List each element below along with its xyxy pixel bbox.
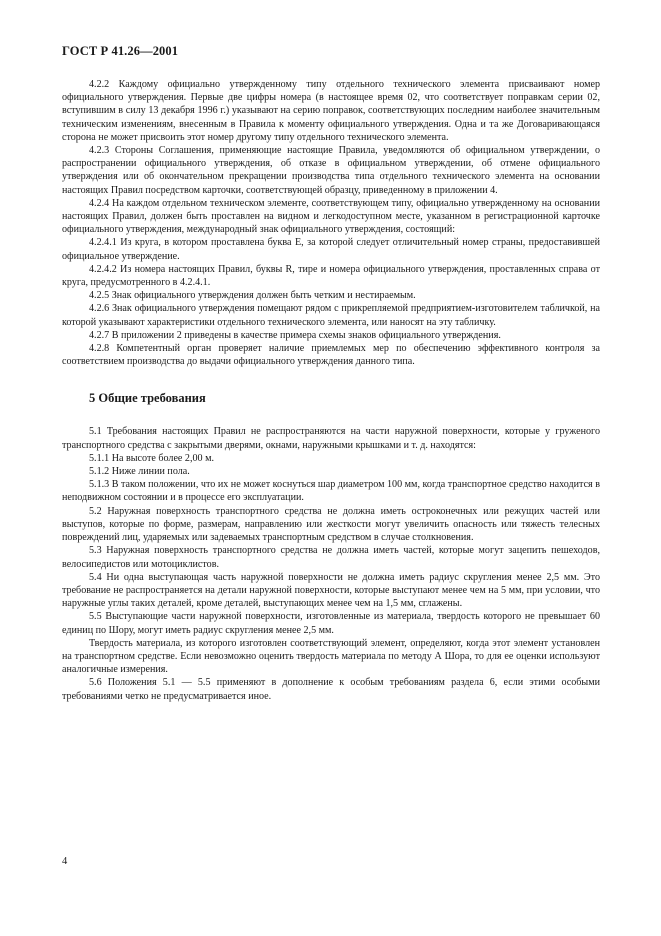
paragraph-5-1-3: 5.1.3 В таком положении, что их не может коснуться шар диаметром 100 мм, когда транспортное средство находится в неподвижном состоянии и в процессе его эксплуатации. [62, 479, 600, 504]
document-body [62, 78, 600, 703]
section-title: 5 Общие требования [89, 391, 206, 406]
paragraph-5-5: 5.5 Выступающие части наружной поверхности, изготовленные из материала, твердость которого не превышает 60 единиц по Шору, могут иметь радиус скругления менее 2,5 мм. [62, 611, 600, 636]
document-header: ГОСТ Р 41.26—2001 [62, 44, 179, 58]
paragraph-5-4: 5.4 Ни одна выступающая часть наружной поверхности не должна иметь радиус скругления менее 2,5 мм. Это требование не распространяется на детали наружной поверхности, которые выступают менее чем на 5 мм, при условии, что наружные углы таких деталей, кроме деталей, выступающих менее чем на 1,5 мм, сглажены. [62, 571, 600, 610]
paragraph-4-2-3: 4.2.3 Стороны Соглашения, применяющие настоящие Правила, уведомляются об официальном утверждении, о распространении официального утверждения, об отказе в официальном утверждении, об отмене официального утверждения или об окончательном прекращении производства типа отдельного технического элемента на основании настоящих Правил посредством карточки, соответствующей образцу, приведенному в приложении 4. [62, 145, 600, 196]
paragraph-5-5-hardness: Твердость материала, из которого изготовлен соответствующий элемент, определяют, когда этот элемент установлен на транспортном средстве. Если невозможно оценить твердость материала по методу А Шора, то для ее оценки используют аналогичные измерения. [62, 637, 600, 676]
paragraph-4-2-2: 4.2.2 Каждому официально утвержденному типу отдельного технического элемента присваивают номер официального утверждения. Первые две цифры номера (в настоящее время 02, что соответствует поправкам серии 02, вступившим в силу 13 декабря 1996 г.) указывают на серию поправок, соответствующих последним наиболее значительным техническим изменениям, внесенным в Правила к моменту официального утверждения. Одна и та же Договаривающаяся сторона не может присвоить этот номер другому типу отдельного технического элемента. [62, 79, 600, 143]
paragraph-4-2-7: 4.2.7 В приложении 2 приведены в качестве примера схемы знаков официального утверждения. [89, 329, 501, 341]
paragraph-4-2-4-1: 4.2.4.1 Из круга, в котором проставлена буква Е, за которой следует отличительный номер страны, предоставившей официальное утверждение. [62, 237, 600, 262]
paragraph-5-6: 5.6 Положения 5.1 — 5.5 применяют в дополнение к особым требованиям раздела 6, если этими особыми требованиями четко не предусматривается иное. [62, 677, 600, 702]
paragraph-5-1: 5.1 Требования настоящих Правил не распространяются на части наружной поверхности, которые у груженого транспортного средства с закрытыми дверями, окнами, наружными крышками и т. д. находятся: [62, 426, 600, 451]
paragraph-5-3: 5.3 Наружная поверхность транспортного средства не должна иметь частей, которые могут зацепить пешеходов, велосипедистов или мотоциклистов. [62, 545, 600, 570]
paragraph-4-2-5: 4.2.5 Знак официального утверждения должен быть четким и нестираемым. [89, 290, 416, 302]
paragraph-4-2-4-2: 4.2.4.2 Из номера настоящих Правил, буквы R, тире и номера официального утверждения, проставленных справа от круга, предусмотренного в 4.2.4.1. [62, 263, 600, 289]
paragraph-5-2: 5.2 Наружная поверхность транспортного средства не должна иметь остроконечных или режущих частей или выступов, которые по форме, размерам, направлению или жесткости могут увеличить опасность или тяжесть телесных повреждений лиц, ударяемых или задеваемых транспортным средством в случае столкновения. [62, 505, 600, 544]
paragraph-4-2-6: 4.2.6 Знак официального утверждения помещают рядом с прикрепляемой предприятием-изготовителем табличкой, на которой указывают характеристики отдельного технического элемента, или наносят на эту табличку. [62, 303, 600, 328]
paragraph-4-2-8: 4.2.8 Компетентный орган проверяет наличие приемлемых мер по обеспечению эффективного контроля за соответствием производства до выдачи официального утверждения данного типа. [62, 343, 600, 368]
page-number: 4 [62, 856, 68, 867]
paragraph-4-2-4: 4.2.4 На каждом отдельном техническом элементе, соответствующем типу, официально утвержденному на основании настоящих Правил, должен быть проставлен на видном и легкодоступном месте, указанном в регистрационной карточке официального утверждения, международный знак официального утверждения, состоящий: [62, 197, 600, 236]
paragraph-5-1-2: 5.1.2 Ниже линии пола. [89, 466, 190, 478]
paragraph-5-1-1: 5.1.1 На высоте более 2,00 м. [89, 452, 215, 464]
